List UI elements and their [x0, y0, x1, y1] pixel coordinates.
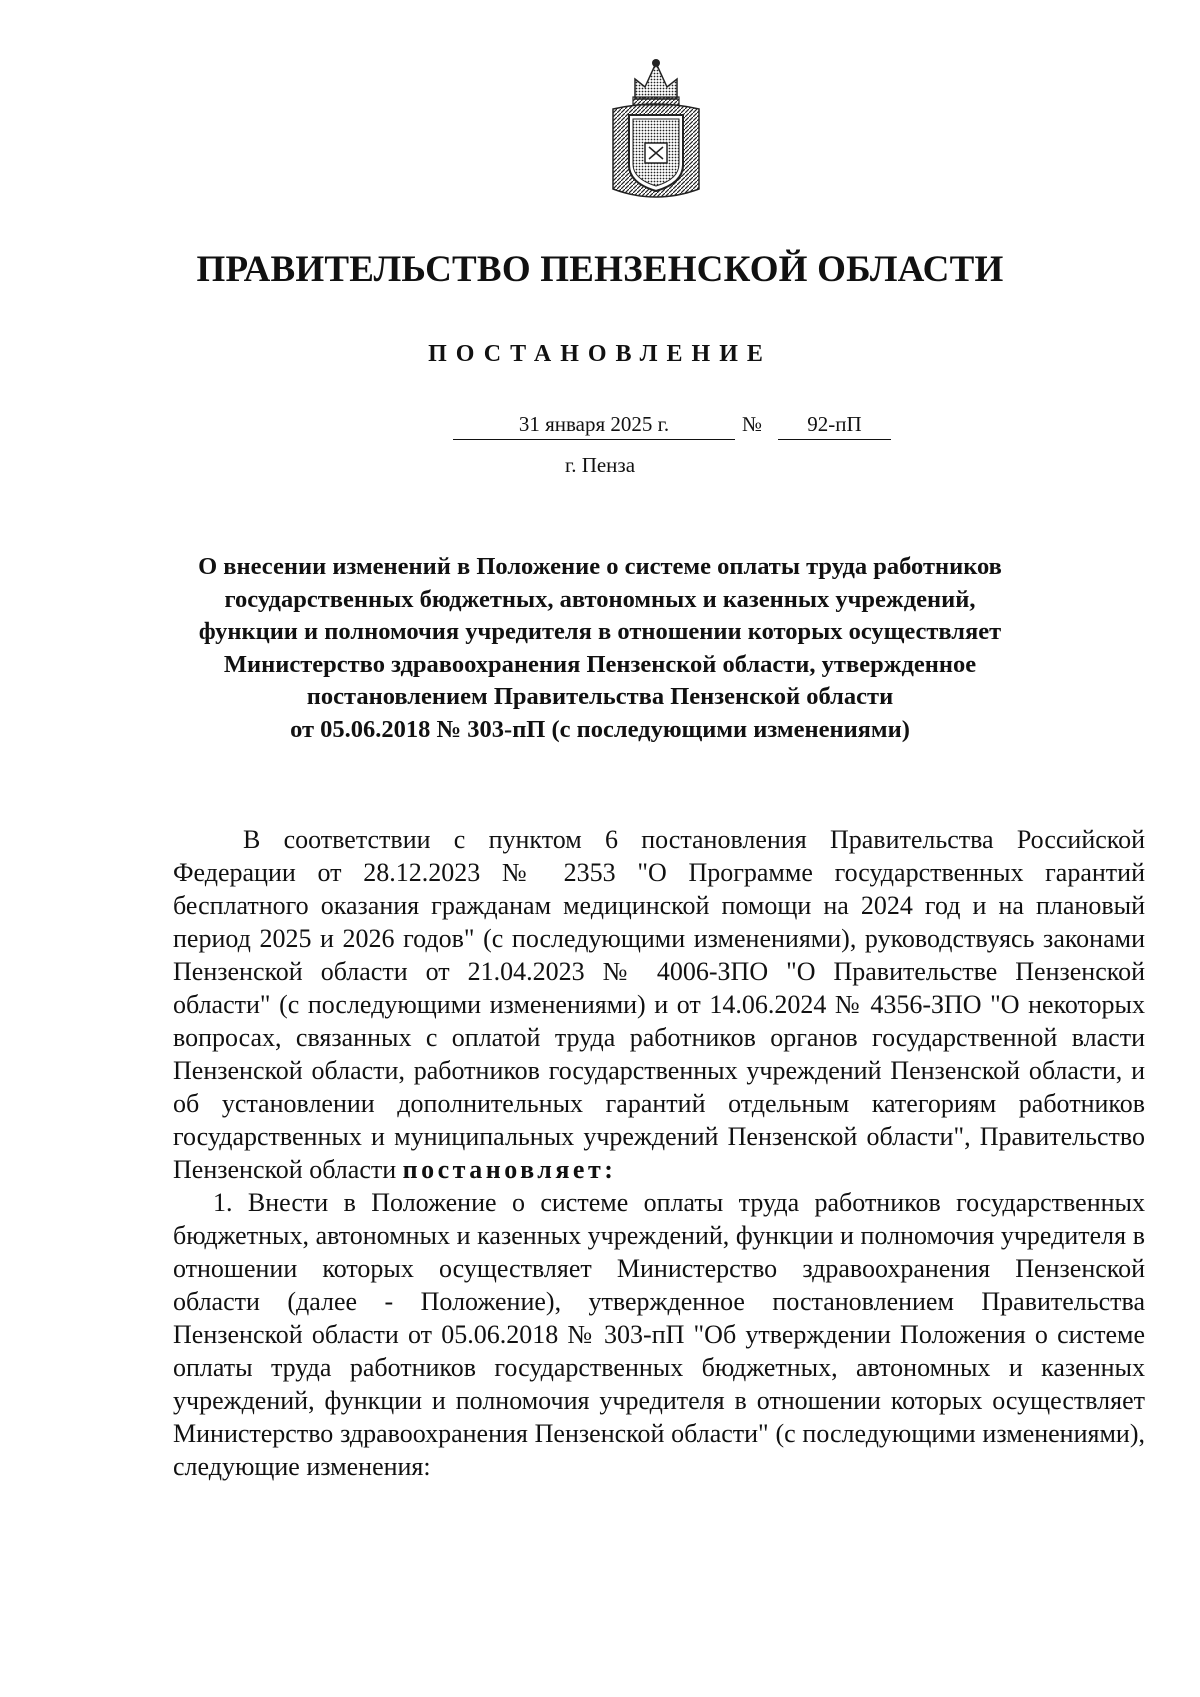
heading-line: Министерство здравоохранения Пензенской области, утвержденное [223, 650, 977, 678]
heading-line: государственных бюджетных, автономных и казенных учреждений, [224, 585, 976, 613]
document-type: ПОСТАНОВЛЕНИЕ [428, 341, 772, 367]
document-body [173, 823, 1145, 1483]
heading-line: О внесении изменений в Положение о системе оплаты труда работников [198, 553, 1002, 580]
organization-title: ПРАВИТЕЛЬСТВО ПЕНЗЕНСКОЙ ОБЛАСТИ [196, 249, 1004, 290]
coat-of-arms-emblem [605, 57, 707, 207]
document-date: 31 января 2025 г. [453, 412, 735, 440]
preamble-paragraph [173, 823, 1145, 1186]
heading-line: функции и полномочия учредителя в отношении которых осуществляет [198, 618, 1002, 645]
resolves-word: постановляет: [402, 1155, 617, 1184]
heading-line: от 05.06.2018 № 303-пП (с последующими изменениями) [290, 715, 910, 743]
preamble-text: В соответствии с пунктом 6 постановления Правительства Российской Федерации от 28.12.2023 № 2353 "О Программе государственных гарантий бесплатного оказания гражданам медицинской помощи на 2024 год и на плановый период 2025 и 2026 годов" (с последующими изменениями), руководствуясь законами Пензенской области от 21.04.2023 № 4006-ЗПО "О Правительстве Пензенской области" (с последующими изменениями) и от 14.06.2024 № 4356-ЗПО "О некоторых вопросах, связанных с оплатой труда работников органов государственной власти Пензенской области, работников государственных учреждений Пензенской области, и об установлении дополнительных гарантий отдельным категориям работников государственных и муниципальных учреждений Пензенской области", Правительство Пензенской области [173, 825, 1145, 1184]
document-city: г. Пенза [564, 453, 636, 477]
heading-line: постановлением Правительства Пензенской области [306, 683, 894, 710]
number-sign: № [742, 412, 763, 436]
document-heading [150, 551, 1050, 746]
document-number: 92-пП [778, 412, 891, 440]
item-1-paragraph: 1. Внести в Положение о системе оплаты труда работников государственных бюджетных, автономных и казенных учреждений, функции и полномочия учредителя в отношении которых осуществляет Министерство здравоохранения Пензенской области (далее - Положение), утвержденное постановлением Правительства Пензенской области от 05.06.2018 № 303-пП "Об утверждении Положения о системе оплаты труда работников государственных бюджетных, автономных и казенных учреждений, функции и полномочия учредителя в отношении которых осуществляет Министерство здравоохранения Пензенской области" (с последующими изменениями), следующие изменения: [173, 1188, 1145, 1481]
